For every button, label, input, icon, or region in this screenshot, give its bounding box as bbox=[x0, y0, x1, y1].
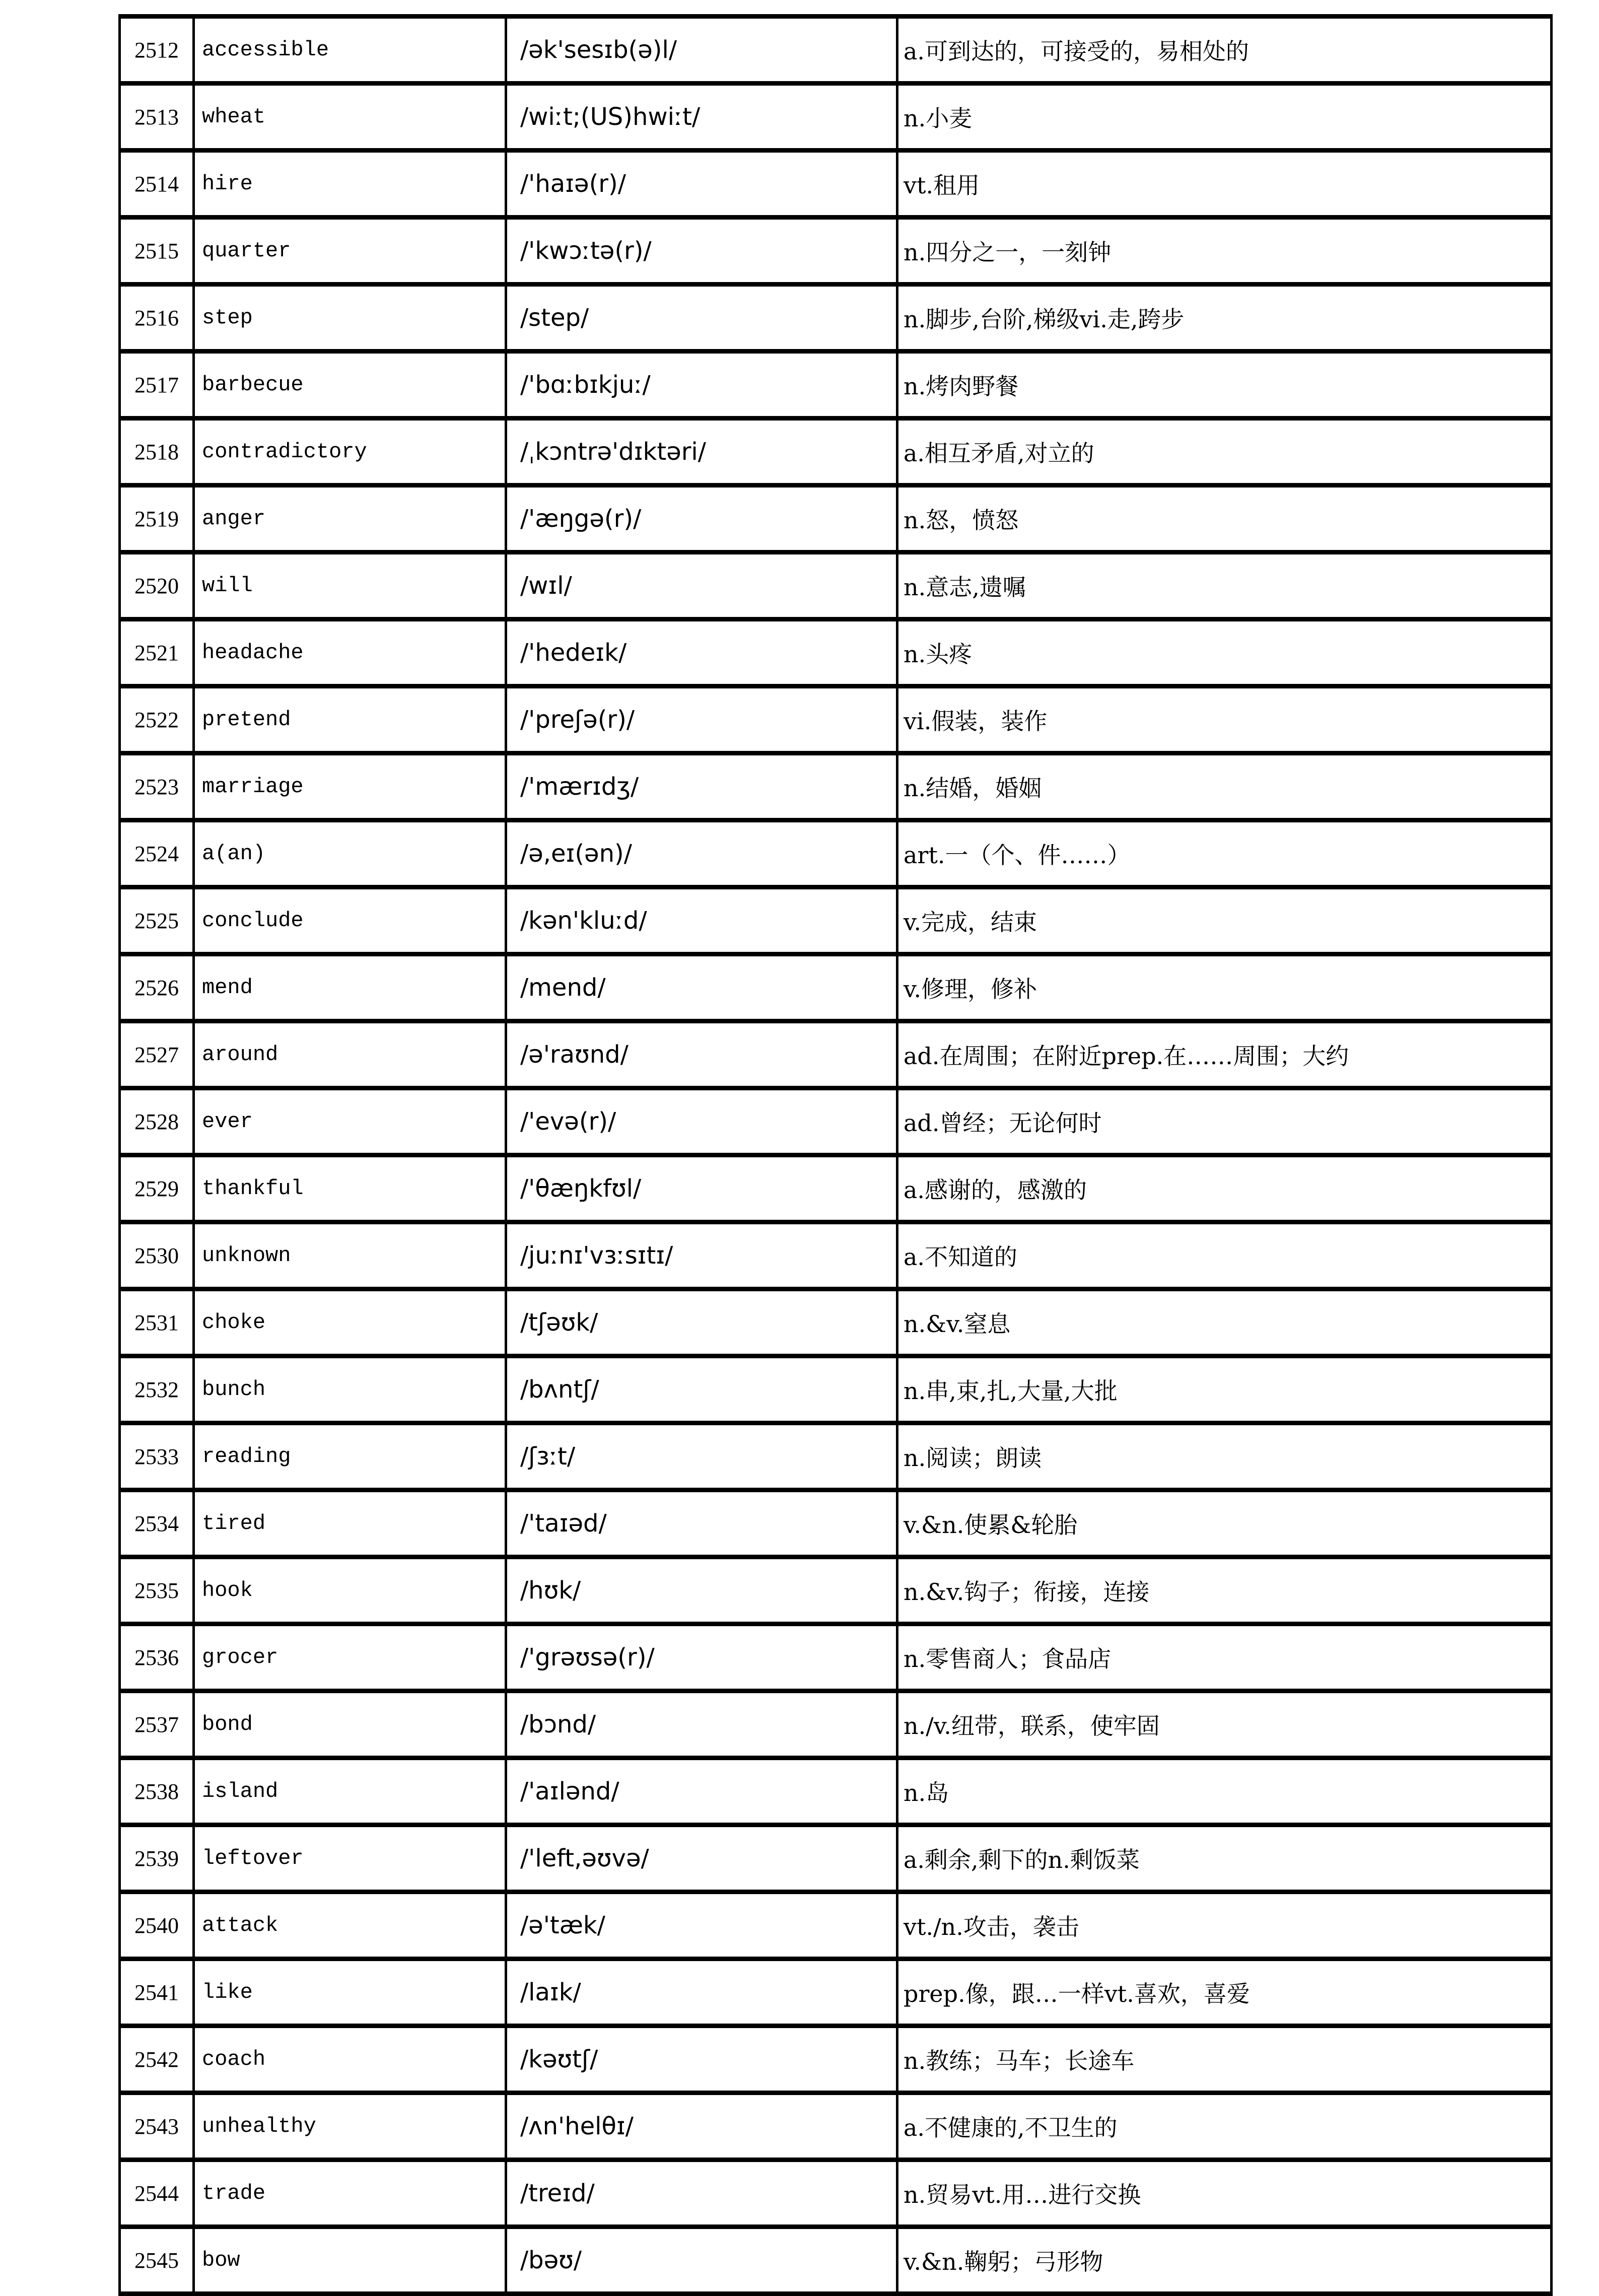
cell-phonetic: /'bɑːbɪkjuː/ bbox=[506, 352, 897, 419]
cell-definition: n.结婚，婚姻 bbox=[897, 753, 1552, 820]
cell-definition: vi.假装，装作 bbox=[897, 686, 1552, 753]
cell-phonetic: /kən'kluːd/ bbox=[506, 887, 897, 954]
cell-phonetic: /bɔnd/ bbox=[506, 1691, 897, 1758]
cell-word: will bbox=[194, 552, 506, 619]
cell-phonetic: /step/ bbox=[506, 285, 897, 352]
cell-number: 2543 bbox=[120, 2093, 194, 2160]
cell-word: tired bbox=[194, 1490, 506, 1557]
cell-definition: a.不健康的,不卫生的 bbox=[897, 2093, 1552, 2160]
cell-definition: a.感谢的，感激的 bbox=[897, 1155, 1552, 1222]
cell-word: unhealthy bbox=[194, 2093, 506, 2160]
cell-definition: n.头疼 bbox=[897, 619, 1552, 686]
cell-word: bond bbox=[194, 1691, 506, 1758]
table-row bbox=[120, 2160, 1552, 2227]
cell-definition: ad.在周围；在附近prep.在……周围；大约 bbox=[897, 1021, 1552, 1088]
table-row bbox=[120, 619, 1552, 686]
cell-word: grocer bbox=[194, 1624, 506, 1691]
cell-word: hire bbox=[194, 151, 506, 218]
cell-number: 2526 bbox=[120, 954, 194, 1021]
vocab-table bbox=[118, 14, 1553, 2296]
cell-definition: n./v.纽带，联系，使牢固 bbox=[897, 1691, 1552, 1758]
cell-definition: n.烤肉野餐 bbox=[897, 352, 1552, 419]
table-row bbox=[120, 352, 1552, 419]
cell-number: 2519 bbox=[120, 485, 194, 552]
table-row bbox=[120, 218, 1552, 285]
table-row bbox=[120, 1222, 1552, 1289]
cell-definition: a.不知道的 bbox=[897, 1222, 1552, 1289]
cell-word: bow bbox=[194, 2227, 506, 2294]
cell-word: contradictory bbox=[194, 419, 506, 485]
cell-number: 2536 bbox=[120, 1624, 194, 1691]
cell-phonetic: /'kwɔːtə(r)/ bbox=[506, 218, 897, 285]
table-row bbox=[120, 1959, 1552, 2026]
cell-phonetic: /ək'sesɪb(ə)l/ bbox=[506, 17, 897, 84]
table-row bbox=[120, 84, 1552, 151]
cell-phonetic: /wɪl/ bbox=[506, 552, 897, 619]
cell-definition: a.剩余,剩下的n.剩饭菜 bbox=[897, 1825, 1552, 1892]
cell-definition: v.修理，修补 bbox=[897, 954, 1552, 1021]
cell-definition: n.四分之一，一刻钟 bbox=[897, 218, 1552, 285]
cell-word: ever bbox=[194, 1088, 506, 1155]
cell-definition: vt.租用 bbox=[897, 151, 1552, 218]
cell-word: bunch bbox=[194, 1356, 506, 1423]
table-row bbox=[120, 954, 1552, 1021]
cell-word: island bbox=[194, 1758, 506, 1825]
cell-number: 2533 bbox=[120, 1423, 194, 1490]
table-row bbox=[120, 1624, 1552, 1691]
cell-number: 2524 bbox=[120, 820, 194, 887]
cell-word: unknown bbox=[194, 1222, 506, 1289]
table-row bbox=[120, 419, 1552, 485]
cell-word: quarter bbox=[194, 218, 506, 285]
cell-definition: n.岛 bbox=[897, 1758, 1552, 1825]
cell-number: 2538 bbox=[120, 1758, 194, 1825]
cell-phonetic: /kəʊtʃ/ bbox=[506, 2026, 897, 2093]
cell-word: wheat bbox=[194, 84, 506, 151]
cell-number: 2531 bbox=[120, 1289, 194, 1356]
cell-number: 2528 bbox=[120, 1088, 194, 1155]
table-row bbox=[120, 2093, 1552, 2160]
cell-number: 2518 bbox=[120, 419, 194, 485]
cell-number: 2541 bbox=[120, 1959, 194, 2026]
cell-word: coach bbox=[194, 2026, 506, 2093]
cell-definition: n.怒，愤怒 bbox=[897, 485, 1552, 552]
cell-word: attack bbox=[194, 1892, 506, 1959]
cell-definition: n.脚步,台阶,梯级vi.走,跨步 bbox=[897, 285, 1552, 352]
cell-definition: v.完成，结束 bbox=[897, 887, 1552, 954]
cell-phonetic: /'aɪlənd/ bbox=[506, 1758, 897, 1825]
cell-word: thankful bbox=[194, 1155, 506, 1222]
cell-phonetic: /'preʃə(r)/ bbox=[506, 686, 897, 753]
cell-phonetic: /'mærɪdʒ/ bbox=[506, 753, 897, 820]
cell-definition: n.教练；马车；长途车 bbox=[897, 2026, 1552, 2093]
cell-number: 2515 bbox=[120, 218, 194, 285]
cell-phonetic: /ə'tæk/ bbox=[506, 1892, 897, 1959]
vocab-table-body bbox=[120, 17, 1552, 2294]
cell-number: 2521 bbox=[120, 619, 194, 686]
cell-definition: v.&n.鞠躬；弓形物 bbox=[897, 2227, 1552, 2294]
table-row bbox=[120, 285, 1552, 352]
cell-phonetic: /tʃəʊk/ bbox=[506, 1289, 897, 1356]
table-row bbox=[120, 887, 1552, 954]
cell-word: reading bbox=[194, 1423, 506, 1490]
cell-phonetic: /'hedeɪk/ bbox=[506, 619, 897, 686]
cell-number: 2520 bbox=[120, 552, 194, 619]
table-row bbox=[120, 1423, 1552, 1490]
table-row bbox=[120, 1490, 1552, 1557]
cell-definition: n.贸易vt.用…进行交换 bbox=[897, 2160, 1552, 2227]
cell-number: 2522 bbox=[120, 686, 194, 753]
cell-word: a(an) bbox=[194, 820, 506, 887]
cell-phonetic: /'æŋgə(r)/ bbox=[506, 485, 897, 552]
table-row bbox=[120, 1758, 1552, 1825]
cell-number: 2516 bbox=[120, 285, 194, 352]
cell-word: around bbox=[194, 1021, 506, 1088]
cell-word: step bbox=[194, 285, 506, 352]
cell-word: mend bbox=[194, 954, 506, 1021]
table-row bbox=[120, 485, 1552, 552]
cell-definition: n.&v.窒息 bbox=[897, 1289, 1552, 1356]
cell-phonetic: /mend/ bbox=[506, 954, 897, 1021]
cell-word: leftover bbox=[194, 1825, 506, 1892]
cell-phonetic: /hʊk/ bbox=[506, 1557, 897, 1624]
cell-number: 2529 bbox=[120, 1155, 194, 1222]
cell-definition: a.相互矛盾,对立的 bbox=[897, 419, 1552, 485]
cell-number: 2532 bbox=[120, 1356, 194, 1423]
cell-number: 2542 bbox=[120, 2026, 194, 2093]
cell-word: marriage bbox=[194, 753, 506, 820]
cell-number: 2525 bbox=[120, 887, 194, 954]
cell-definition: v.&n.使累&轮胎 bbox=[897, 1490, 1552, 1557]
table-row bbox=[120, 2026, 1552, 2093]
table-row bbox=[120, 1691, 1552, 1758]
cell-phonetic: /bəʊ/ bbox=[506, 2227, 897, 2294]
table-row bbox=[120, 151, 1552, 218]
cell-definition: ad.曾经；无论何时 bbox=[897, 1088, 1552, 1155]
table-row bbox=[120, 820, 1552, 887]
cell-word: headache bbox=[194, 619, 506, 686]
cell-definition: vt./n.攻击，袭击 bbox=[897, 1892, 1552, 1959]
cell-number: 2527 bbox=[120, 1021, 194, 1088]
table-row bbox=[120, 1892, 1552, 1959]
cell-number: 2514 bbox=[120, 151, 194, 218]
table-row bbox=[120, 1356, 1552, 1423]
cell-number: 2530 bbox=[120, 1222, 194, 1289]
cell-phonetic: /ʌn'helθɪ/ bbox=[506, 2093, 897, 2160]
table-row bbox=[120, 1088, 1552, 1155]
cell-number: 2537 bbox=[120, 1691, 194, 1758]
cell-phonetic: /'grəʊsə(r)/ bbox=[506, 1624, 897, 1691]
cell-number: 2534 bbox=[120, 1490, 194, 1557]
table-row bbox=[120, 17, 1552, 84]
cell-definition: n.串,束,扎,大量,大批 bbox=[897, 1356, 1552, 1423]
cell-definition: prep.像，跟…一样vt.喜欢，喜爱 bbox=[897, 1959, 1552, 2026]
cell-phonetic: /juːnɪ'vɜːsɪtɪ/ bbox=[506, 1222, 897, 1289]
cell-definition: art.一（个、件……） bbox=[897, 820, 1552, 887]
table-row bbox=[120, 552, 1552, 619]
cell-number: 2539 bbox=[120, 1825, 194, 1892]
cell-phonetic: /ˌkɔntrə'dɪktəri/ bbox=[506, 419, 897, 485]
cell-number: 2523 bbox=[120, 753, 194, 820]
cell-word: accessible bbox=[194, 17, 506, 84]
cell-phonetic: /wiːt;(US)hwiːt/ bbox=[506, 84, 897, 151]
cell-definition: n.零售商人；食品店 bbox=[897, 1624, 1552, 1691]
cell-definition: a.可到达的，可接受的，易相处的 bbox=[897, 17, 1552, 84]
cell-number: 2545 bbox=[120, 2227, 194, 2294]
cell-phonetic: /ə'raʊnd/ bbox=[506, 1021, 897, 1088]
cell-word: trade bbox=[194, 2160, 506, 2227]
cell-phonetic: /bʌntʃ/ bbox=[506, 1356, 897, 1423]
cell-number: 2517 bbox=[120, 352, 194, 419]
table-row bbox=[120, 1825, 1552, 1892]
table-row bbox=[120, 1021, 1552, 1088]
cell-word: like bbox=[194, 1959, 506, 2026]
cell-phonetic: /treɪd/ bbox=[506, 2160, 897, 2227]
cell-phonetic: /'θæŋkfʊl/ bbox=[506, 1155, 897, 1222]
cell-word: hook bbox=[194, 1557, 506, 1624]
cell-word: choke bbox=[194, 1289, 506, 1356]
cell-number: 2535 bbox=[120, 1557, 194, 1624]
table-row bbox=[120, 1557, 1552, 1624]
table-row bbox=[120, 686, 1552, 753]
cell-definition: n.意志,遗嘱 bbox=[897, 552, 1552, 619]
table-row bbox=[120, 753, 1552, 820]
cell-definition: n.小麦 bbox=[897, 84, 1552, 151]
cell-number: 2544 bbox=[120, 2160, 194, 2227]
table-row bbox=[120, 1155, 1552, 1222]
cell-number: 2540 bbox=[120, 1892, 194, 1959]
cell-definition: n.&v.钩子；衔接，连接 bbox=[897, 1557, 1552, 1624]
cell-phonetic: /'taɪəd/ bbox=[506, 1490, 897, 1557]
cell-phonetic: /'haɪə(r)/ bbox=[506, 151, 897, 218]
cell-word: anger bbox=[194, 485, 506, 552]
cell-phonetic: /'left,əʊvə/ bbox=[506, 1825, 897, 1892]
cell-word: conclude bbox=[194, 887, 506, 954]
cell-phonetic: /ə,eɪ(ən)/ bbox=[506, 820, 897, 887]
table-row bbox=[120, 2227, 1552, 2294]
cell-word: barbecue bbox=[194, 352, 506, 419]
table-row bbox=[120, 1289, 1552, 1356]
cell-number: 2512 bbox=[120, 17, 194, 84]
cell-word: pretend bbox=[194, 686, 506, 753]
cell-phonetic: /'evə(r)/ bbox=[506, 1088, 897, 1155]
cell-definition: n.阅读；朗读 bbox=[897, 1423, 1552, 1490]
cell-phonetic: /laɪk/ bbox=[506, 1959, 897, 2026]
cell-number: 2513 bbox=[120, 84, 194, 151]
cell-phonetic: /ʃɜːt/ bbox=[506, 1423, 897, 1490]
